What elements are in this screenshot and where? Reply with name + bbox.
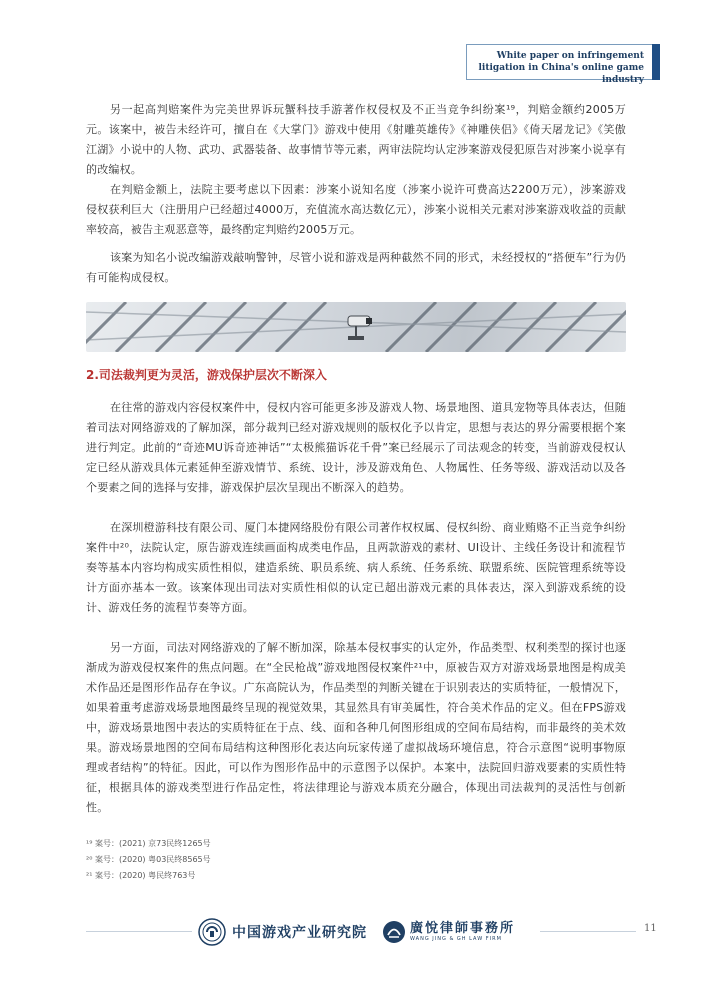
footer-org-1: 中国游戏产业研究院 <box>232 925 367 941</box>
paragraph-6: 另一方面，司法对网络游戏的了解不断加深，除基本侵权事实的认定外，作品类型、权利类型的探讨也逐渐成为游戏侵权案件的焦点问题。在“全民枪战”游戏地图侵权案件²¹中，原被告双方对游戏场景地图是构成美术作品还是图形作品存在争议。广东高院认为，作品类型的判断关键在于识别表达的实质特征，一般情况下，如果着重考虑游戏场景地图最终呈现的视觉效果，其显然具有审美属性，符合美术作品的定义。但在FPS游戏中，游戏场景地图中表达的实质特征在于点、线、面和各种几何图形组成的空间布局结构，而非最终的美术效果。游戏场景地图的空间布局结构这种图形化表达向玩家传递了虚拟战场环境信息，符合示意图“说明事物原理或者结构”的特征。因此，可以作为图形作品中的示意图予以保护。本案中，法院回归游戏要素的实质性特征，根据具体的游戏类型进行作品定性，将法律理论与游戏本质充分融合，体现出司法裁判的灵活性与创新性。 <box>86 641 626 814</box>
photo-illustration <box>86 302 626 352</box>
glass-building-photo <box>86 302 626 352</box>
header-accent-stripe <box>652 44 660 80</box>
law-firm-logo-icon <box>382 920 406 944</box>
footnote-19: ¹⁹ 案号：(2021) 京73民终1265号 <box>86 839 211 848</box>
footnotes <box>86 836 486 884</box>
header-title <box>466 44 652 85</box>
page-number: 11 <box>644 923 657 934</box>
paragraph-1: 另一起高判赔案件为完美世界诉玩蟹科技手游著作权侵权及不正当竞争纠纷案¹⁹，判赔金额约2005万元。该案中，被告未经许可，擅自在《大掌门》游戏中使用《射雕英雄传》《神雕侠侣》《倚天屠龙记》《笑傲江湖》小说中的人物、武功、武器装备、故事情节等元素，两审法院均认定涉案游戏侵犯原告对涉案小说享有的改编权。 <box>86 103 626 176</box>
footnote-20: ²⁰ 案号：(2020) 粤03民终8565号 <box>86 855 211 864</box>
security-camera-icon <box>348 316 372 340</box>
footer-rule-left <box>86 931 192 932</box>
page-footer <box>0 912 710 952</box>
paragraph-4: 在往常的游戏内容侵权案件中，侵权内容可能更多涉及游戏人物、场景地图、道具宠物等具体表达，但随着司法对网络游戏的了解加深，部分裁判已经对游戏规则的版权化予以肯定，思想与表达的界分需要根据个案进行判定。此前的“奇迹MU诉奇迹神话”“太极熊猫诉花千骨”案已经展示了司法观念的转变，当前游戏侵权认定已经从游戏具体元素延伸至游戏情节、系统、设计，涉及游戏角色、人物属性、任务等级、游戏活动以及各个要素之间的选择与安排，游戏保护层次呈现出不断深入的趋势。 <box>86 401 626 494</box>
game-institute-logo-icon <box>198 918 226 946</box>
paragraph-2: 在判赔金额上，法院主要考虑以下因素：涉案小说知名度（涉案小说许可费高达2200万元），涉案游戏侵权获利巨大（注册用户已经超过4000万，充值流水高达数亿元），涉案小说相关元素对涉案游戏收益的贡献率较高，被告主观恶意等，最终酌定判赔约2005万元。 <box>86 183 626 236</box>
paragraph-5: 在深圳橙游科技有限公司、厦门本捷网络股份有限公司著作权权属、侵权纠纷、商业贿赂不正当竞争纠纷案件中²⁰，法院认定，原告游戏连续画面构成类电作品，且两款游戏的素材、UI设计、主线任务设计和流程节奏等基本内容均构成实质性相似，建造系统、职员系统、病人系统、任务系统、联盟系统、医院管理系统等设计方面亦基本一致。该案体现出司法对实质性相似的认定已超出游戏元素的具体表达，深入到游戏系统的设计、游戏任务的流程节奏等方面。 <box>86 521 626 614</box>
section-title: 2.司法裁判更为灵活，游戏保护层次不断深入 <box>86 368 327 382</box>
footnote-21: ²¹ 案号：(2020) 粤民终763号 <box>86 871 196 880</box>
footer-org-2-sub: WANG JING & GH LAW FIRM <box>410 936 502 942</box>
header-line-2: litigation in China's online game industry <box>478 63 644 85</box>
footer-org-2: 廣悅律師事務所 <box>410 921 516 936</box>
footer-rule-right <box>540 931 636 932</box>
header-line-1: White paper on infringement <box>496 51 644 61</box>
paragraph-3: 该案为知名小说改编游戏敲响警钟，尽管小说和游戏是两种截然不同的形式，未经授权的“搭便车”行为仍有可能构成侵权。 <box>86 251 626 284</box>
